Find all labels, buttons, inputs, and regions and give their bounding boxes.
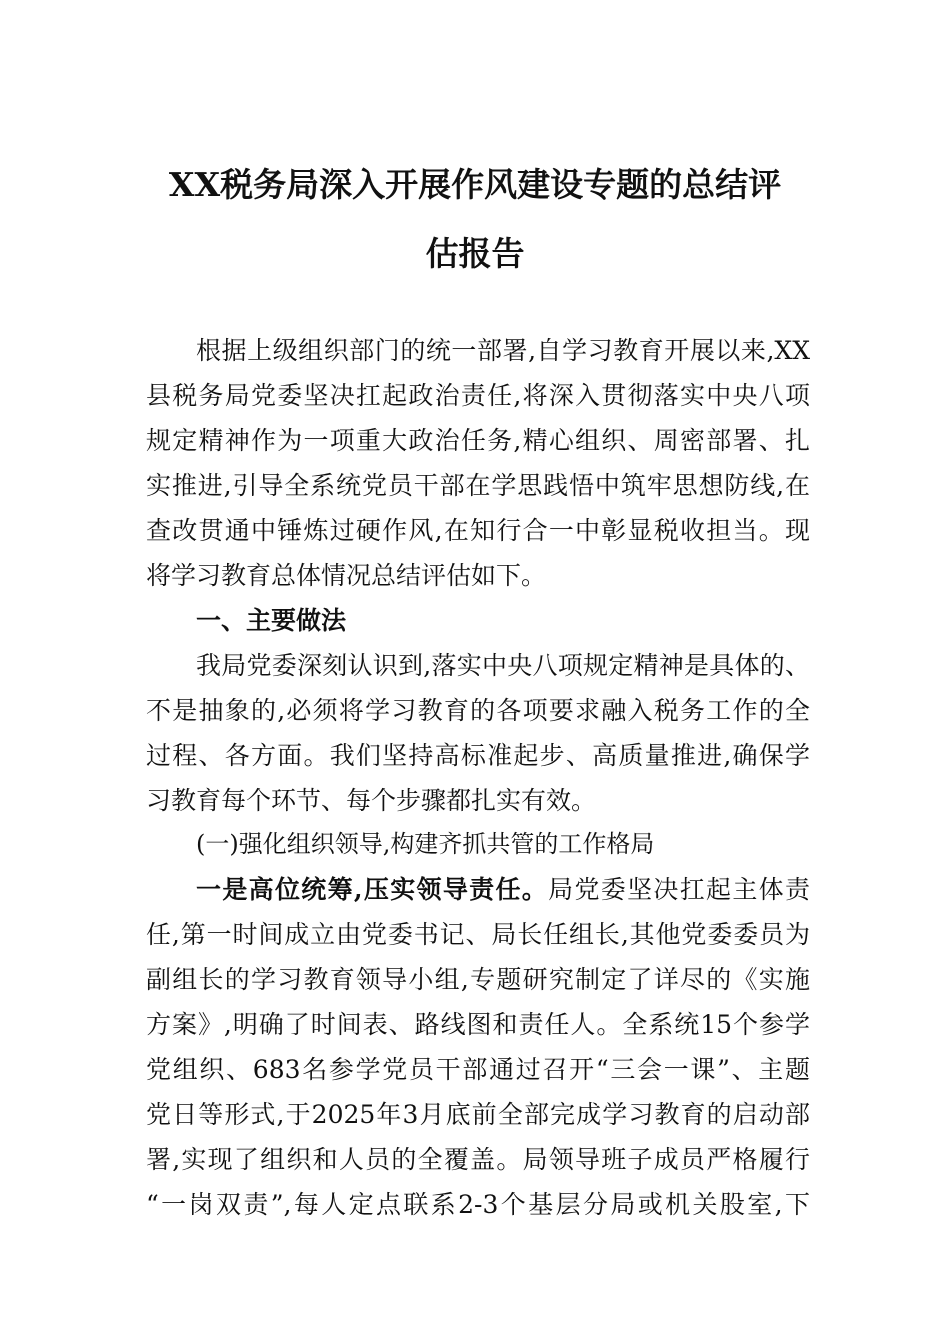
point-line: “一岗双责”,每人定点联系2-3个基层分局或机关股室,下 (146, 1190, 810, 1219)
document-title-line-1: XX税务局深入开展作风建设专题的总结评 (168, 165, 782, 204)
intro-line: 县税务局党委坚决扛起政治责任,将深入贯彻落实中央八项 (146, 381, 810, 410)
intro-line: 实推进,引导全系统党员干部在学思践悟中筑牢思想防线,在 (146, 471, 810, 500)
point-line: 党日等形式,于2025年3月底前全部完成学习教育的启动部 (146, 1100, 810, 1129)
point-lead-text: 一是高位统筹,压实领导责任。 (196, 875, 549, 904)
section-paragraph-line: 我局党委深刻认识到,落实中央八项规定精神是具体的、 (196, 651, 810, 680)
section-paragraph-line: 不是抽象的,必须将学习教育的各项要求融入税务工作的全 (146, 696, 810, 725)
intro-line: 将学习教育总体情况总结评估如下。 (146, 561, 547, 590)
point-line: 任,第一时间成立由党委书记、局长任组长,其他党委委员为 (146, 920, 810, 949)
point-line: 署,实现了组织和人员的全覆盖。局领导班子成员严格履行 (146, 1145, 810, 1174)
section-paragraph-line: 习教育每个环节、每个步骤都扎实有效。 (146, 786, 597, 815)
point-first-line-text: 局党委坚决扛起主体责 (548, 875, 810, 904)
document-title-line-2: 估报告 (425, 234, 525, 273)
section-paragraph-line: 过程、各方面。我们坚持高标准起步、高质量推进,确保学 (146, 741, 810, 770)
subsection-heading: (一)强化组织领导,构建齐抓共管的工作格局 (196, 830, 655, 858)
point-line: 副组长的学习教育领导小组,专题研究制定了详尽的《实施 (146, 965, 810, 994)
section-heading: 一、主要做法 (196, 606, 347, 635)
point-line-first (196, 874, 810, 906)
point-line: 党组织、683名参学党员干部通过召开“三会一课”、主题 (146, 1055, 810, 1084)
intro-line: 规定精神作为一项重大政治任务,精心组织、周密部署、扎 (146, 426, 810, 455)
point-line: 方案》,明确了时间表、路线图和责任人。全系统15个参学 (146, 1010, 810, 1039)
intro-line: 查改贯通中锤炼过硬作风,在知行合一中彰显税收担当。现 (146, 516, 810, 545)
intro-line: 根据上级组织部门的统一部署,自学习教育开展以来,XX (196, 336, 810, 365)
